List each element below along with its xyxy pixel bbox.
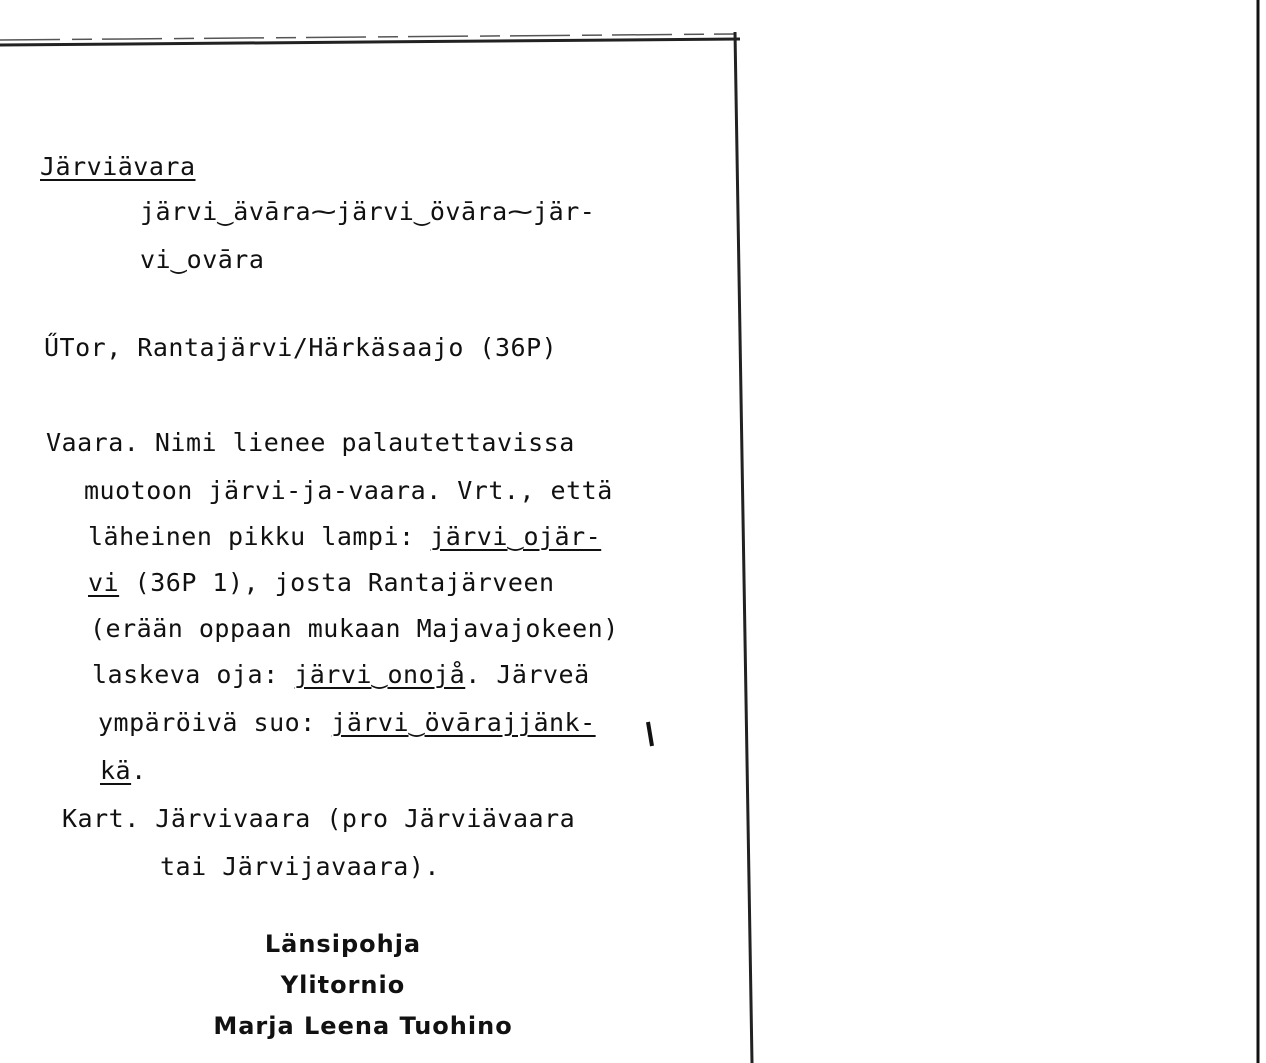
description-line-3 xyxy=(88,524,601,549)
description-text: läheinen pikku lampi: xyxy=(88,522,431,551)
description-text: laskeva oja: xyxy=(92,660,295,689)
stamp-region: Länsipohja xyxy=(264,930,422,958)
diacritic-mark xyxy=(648,722,652,746)
place-name-form: järvi‿onojå xyxy=(294,660,466,689)
map-name-line-1: Kart. Järvivaara (pro Järviävaara xyxy=(62,804,576,833)
description-line-2: muotoon järvi-ja-vaara. Vrt., että xyxy=(84,476,613,505)
place-name-form: kä xyxy=(100,756,132,785)
right-border xyxy=(735,32,752,1063)
top-border xyxy=(0,39,740,45)
description-text: ympäröivä suo: xyxy=(98,708,332,737)
description-text: . xyxy=(131,756,147,785)
description-line-5: (erään oppaan mukaan Majavajokeen) xyxy=(90,614,619,643)
description-line-6 xyxy=(92,662,590,687)
location-line: ŰTor, Rantajärvi/Härkäsaajo (36P) xyxy=(44,333,558,362)
description-line-7 xyxy=(98,710,596,735)
description-text: . Järveä xyxy=(465,660,590,689)
pronunciation-line-1: järvi‿ävāra⁓järvi‿övāra⁓jär- xyxy=(140,197,596,226)
headword: Järviävara xyxy=(40,152,196,181)
map-name-line-2: tai Järvijavaara). xyxy=(160,852,440,881)
pronunciation-line-2: vi‿ovāra xyxy=(140,245,265,274)
stamp-collector: Marja Leena Tuohino xyxy=(213,1012,513,1040)
description-line-1: Vaara. Nimi lienee palautettavissa xyxy=(46,428,575,457)
stamp-parish: Ylitornio xyxy=(280,971,406,999)
place-name-form: järvi‿ojär- xyxy=(430,522,602,551)
place-name-form: vi xyxy=(88,568,120,597)
description-line-4 xyxy=(88,570,555,595)
place-name-form: järvi‿övārajjänk- xyxy=(331,708,596,737)
description-line-8 xyxy=(100,758,147,783)
description-text: (36P 1), josta Rantajärveen xyxy=(119,568,555,597)
